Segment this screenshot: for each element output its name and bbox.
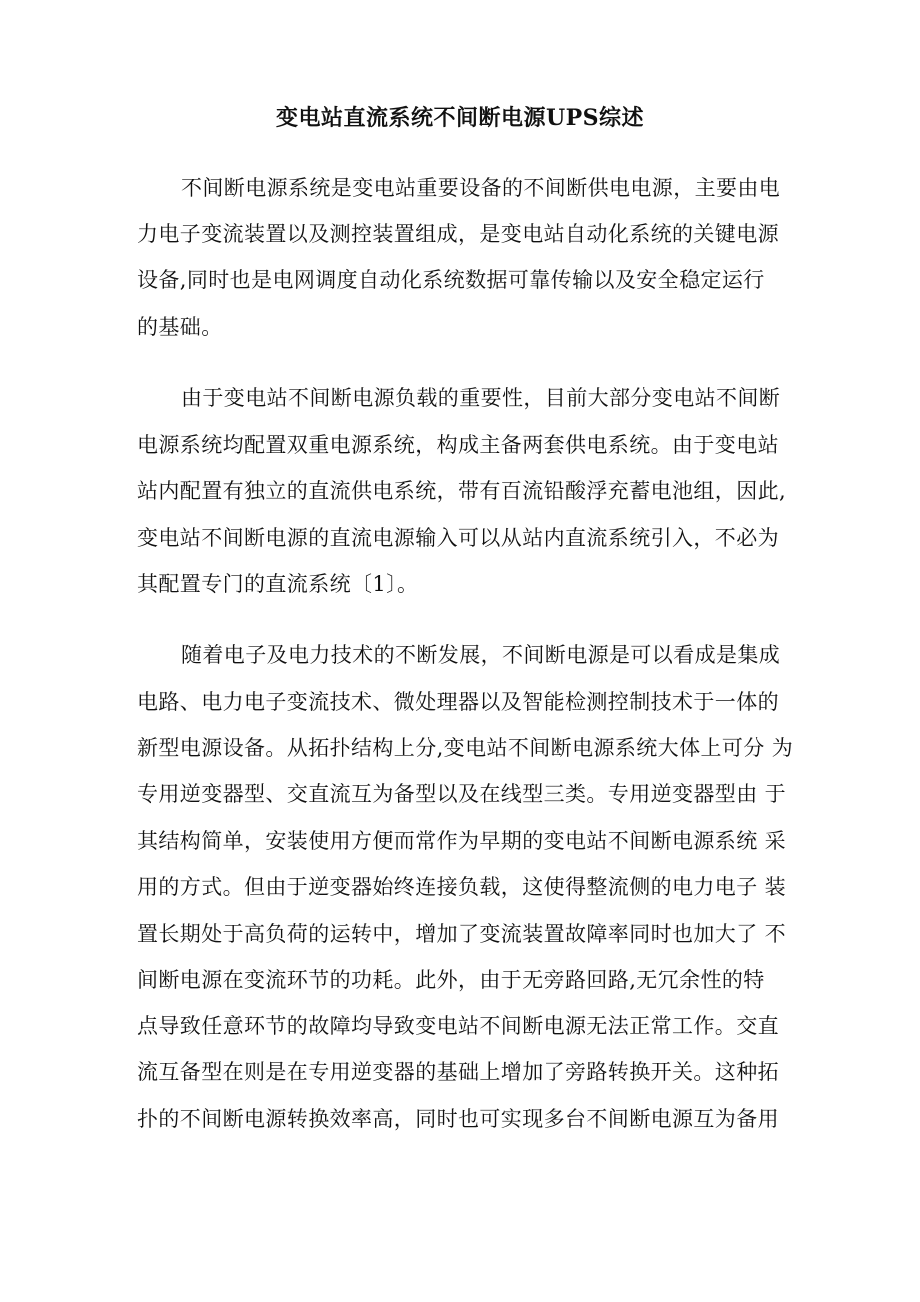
paragraph-3-line-6: 用的方式。但由于逆变器始终连接负载，这使得整流侧的电力电子 装 (137, 875, 787, 899)
paragraph-2-line-3: 站内配置有独立的直流供电系统，带有百流铅酸浮充蓄电池组，因此, (137, 479, 787, 503)
paragraph-1-line-2: 力电子变流装置以及测控装置组成，是变电站自动化系统的关键电源 (137, 222, 779, 246)
paragraph-1-line-4: 的基础。 (137, 315, 223, 339)
paragraph-1-line-1: 不间断电源系统是变电站重要设备的不间断供电电源，主要由电 (181, 176, 781, 200)
paragraph-3-line-7: 置长期处于高负荷的运转中，增加了变流装置故障率同时也加大了 不 (137, 922, 787, 946)
document-title: 变电站直流系统不间断电源UPS综述 (275, 105, 645, 131)
paragraph-1-line-3: 设备,同时也是电网调度自动化系统数据可靠传输以及安全稳定运行 (137, 268, 765, 292)
paragraph-3-line-8: 间断电源在变流环节的功耗。此外，由于无旁路回路,无冗余性的特 (137, 968, 765, 992)
paragraph-3-line-2: 电路、电力电子变流技术、微处理器以及智能检测控制技术于一体的 (137, 690, 779, 714)
paragraph-3-line-11: 扑的不间断电源转换效率高，同时也可实现多台不间断电源互为备用 (137, 1107, 779, 1131)
paragraph-3-line-9: 点导致任意环节的故障均导致变电站不间断电源无法正常工作。交直 (137, 1014, 779, 1038)
paragraph-3-line-10: 流互备型在则是在专用逆变器的基础上增加了旁路转换开关。这种拓 (137, 1060, 779, 1084)
paragraph-2-line-1: 由于变电站不间断电源负载的重要性，目前大部分变电站不间断 (181, 386, 781, 410)
paragraph-2-line-5: 其配置专门的直流系统〔1〕。 (137, 572, 419, 596)
paragraph-2-line-2: 电源系统均配置双重电源系统，构成主备两套供电系统。由于变电站 (137, 433, 779, 457)
paragraph-3-line-1: 随着电子及电力技术的不断发展，不间断电源是可以看成是集成 (181, 643, 781, 667)
paragraph-3-line-5: 其结构简单，安装使用方便而常作为早期的变电站不间断电源系统 采 (137, 829, 787, 853)
paragraph-3-line-3: 新型电源设备。从拓扑结构上分,变电站不间断电源系统大体上可分 为 (137, 736, 794, 760)
paragraph-3-line-4: 专用逆变器型、交直流互为备型以及在线型三类。专用逆变器型由 于 (137, 782, 787, 806)
paragraph-2-line-4: 变电站不间断电源的直流电源输入可以从站内直流系统引入，不必为 (137, 526, 779, 550)
